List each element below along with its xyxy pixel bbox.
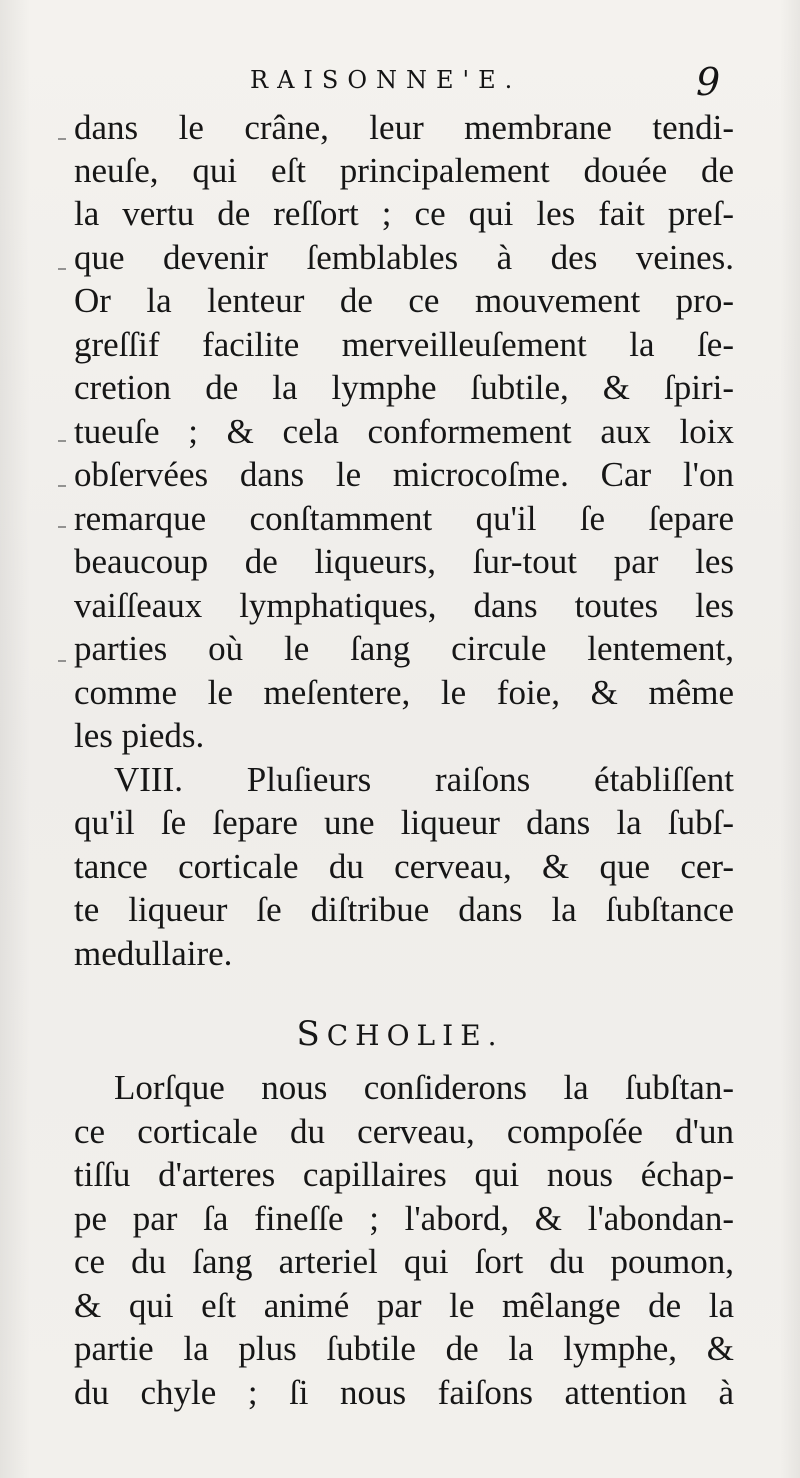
text-line: ce du ſang arteriel qui ſort du poumon, <box>74 1242 734 1281</box>
text-line: Or la lenteur de ce mouvement pro- <box>74 281 734 320</box>
text-line: pe par ſa fineſſe ; l'abord, & l'abondan- <box>74 1199 734 1238</box>
text-line: te liqueur ſe diſtribue dans la ſubſtance <box>74 890 734 929</box>
text-line: vaiſſeaux lymphatiques, dans toutes les <box>74 586 734 625</box>
page-edge-shadow <box>780 0 800 1478</box>
text-line: remarque conſtamment qu'il ſe ſepare <box>74 499 734 538</box>
margin-mark <box>58 440 66 442</box>
text-line: comme le meſentere, le foie, & même <box>74 673 734 712</box>
text-line: beaucoup de liqueurs, ſur-tout par les <box>74 542 734 581</box>
page-number: 9 <box>696 60 721 104</box>
text-line: & qui eſt animé par le mêlange de la <box>74 1286 734 1325</box>
text-line: que devenir ſemblables à des veines. <box>74 238 734 277</box>
text-line: neuſe, qui eſt principalement douée de <box>74 151 734 190</box>
running-head: RAISONNE'E. <box>250 66 522 94</box>
text-line: greſſif facilite merveilleuſement la ſe- <box>74 325 734 364</box>
margin-mark <box>58 268 66 270</box>
section-heading-rest: CHOLIE. <box>326 1019 504 1052</box>
text-line: cretion de la lymphe ſubtile, & ſpiri- <box>74 368 734 407</box>
text-line: Lorſque nous conſiderons la ſubſtan- <box>114 1068 734 1107</box>
text-line: parties où le ſang circule lentement, <box>74 629 734 668</box>
text-line: VIII. Pluſieurs raiſons établiſſent <box>114 760 734 799</box>
text-line: obſervées dans le microcoſme. Car l'on <box>74 455 734 494</box>
text-line: tance corticale du cerveau, & que cer- <box>74 847 734 886</box>
text-line: la vertu de reſſort ; ce qui les fait preſ- <box>74 194 734 233</box>
margin-mark <box>58 138 66 140</box>
margin-mark <box>58 660 66 662</box>
text-line: medullaire. <box>74 934 233 973</box>
margin-mark <box>58 526 66 528</box>
section-heading <box>0 1014 800 1054</box>
text-line: qu'il ſe ſepare une liqueur dans la ſubſ- <box>74 803 734 842</box>
text-line: tueuſe ; & cela conformement aux loix <box>74 412 734 451</box>
text-line: ce corticale du cerveau, compoſée d'un <box>74 1112 734 1151</box>
section-heading-initial: S <box>296 1014 327 1054</box>
margin-mark <box>58 485 66 487</box>
text-line: tiſſu d'arteres capillaires qui nous échap- <box>74 1155 734 1194</box>
text-line: partie la plus ſubtile de la lymphe, & <box>74 1329 734 1368</box>
text-line: du chyle ; ſi nous faiſons attention à <box>74 1373 734 1412</box>
page-header <box>0 60 800 106</box>
text-line: dans le crâne, leur membrane tendi- <box>74 108 734 147</box>
text-line: les pieds. <box>74 716 205 755</box>
